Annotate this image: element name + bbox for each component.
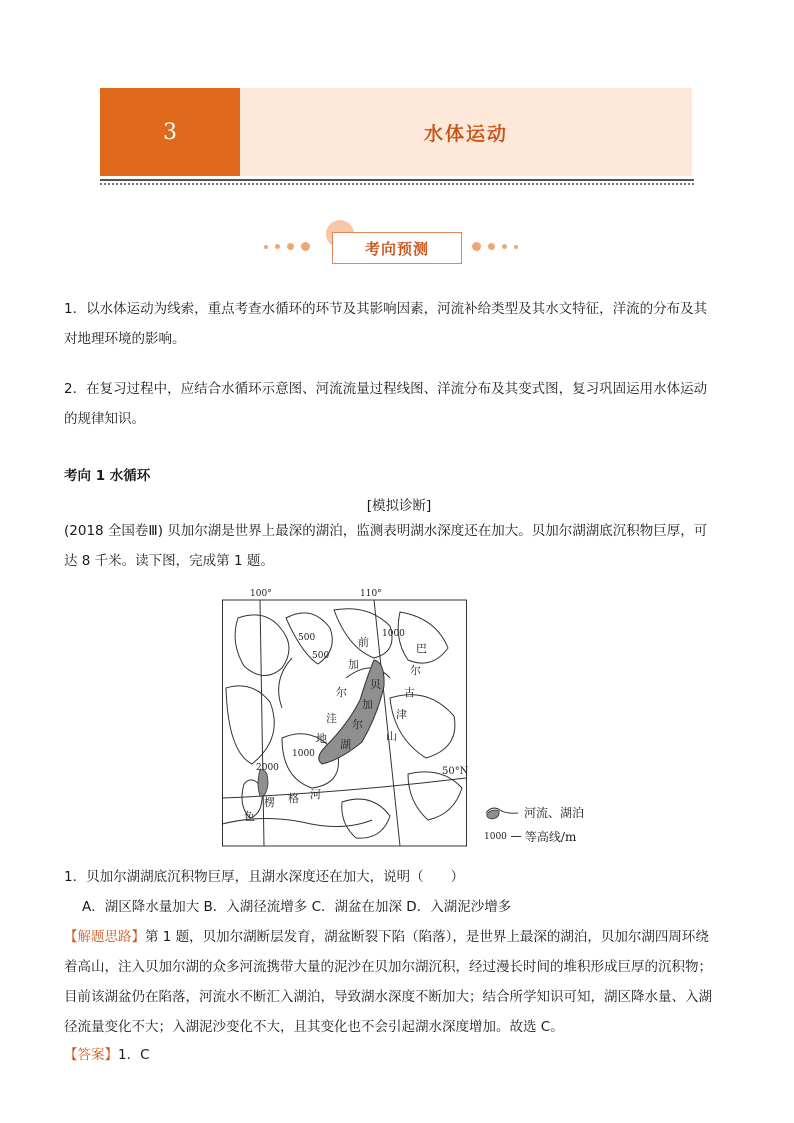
lat-label: 50°N xyxy=(442,766,469,777)
map-label: 格 xyxy=(288,792,299,805)
text-line: 目前该湖盆仍在陷落，河流水不断汇入湖泊，导致湖水深度不断加大；结合所学知识可知，湖区降水量、入湖 xyxy=(64,989,712,1005)
question-context xyxy=(64,516,734,576)
map-label: 贝 xyxy=(370,678,381,691)
text-line: 着高山，注入贝加尔湖的众多河流携带大量的泥沙在贝加尔湖沉积，经过漫长时间的堆积形成巨厚的沉积物； xyxy=(64,959,712,975)
contour-label: 500 xyxy=(298,633,316,643)
text-line xyxy=(64,922,734,952)
text-line: 径流量变化不大；入湖泥沙变化不大，且其变化也不会引起湖水深度增加。故选 C。 xyxy=(64,1019,564,1035)
text-line: (2018 全国卷Ⅲ) 贝加尔湖是世界上最深的湖泊，监测表明湖水深度还在加大。贝加尔湖湖底沉积物巨厚，可 xyxy=(64,523,708,539)
text-line: 的规律知识。 xyxy=(64,411,145,427)
map-label: 巴 xyxy=(416,642,427,655)
contour-label: 1000 xyxy=(382,629,405,639)
map-label: 尔 xyxy=(352,718,363,731)
map-label: 加 xyxy=(362,698,373,711)
chapter-title: 水体运动 xyxy=(423,122,508,145)
question-options: A．湖区降水量加大 B．入湖径流增多 C．湖盆在加深 D．入湖泥沙增多 xyxy=(82,899,512,915)
contour-label: 1000 xyxy=(292,749,315,759)
map-label: 洼 xyxy=(326,712,337,725)
analysis-block xyxy=(64,922,734,1042)
answer-tag: 【答案】 xyxy=(64,1047,118,1063)
answer-text: 1．C xyxy=(118,1047,150,1063)
decor-dots-right xyxy=(472,242,518,251)
contour-line-icon xyxy=(511,836,521,837)
banner-dotted-divider xyxy=(100,183,694,185)
contour xyxy=(390,695,455,758)
map-label: 津 xyxy=(396,708,407,721)
map-label: 尔 xyxy=(410,664,421,677)
map-label: 地 xyxy=(316,732,327,745)
text-line: 1．以水体运动为线索，重点考查水循环的环节及其影响因素，河流补给类型及其水文特征，洋流的分布及其 xyxy=(64,301,708,317)
topic-subheading: [模拟诊断] xyxy=(366,498,432,514)
map-label: 湖 xyxy=(340,738,351,751)
meridian-100 xyxy=(260,600,264,846)
map-label: 河 xyxy=(310,788,321,801)
contour xyxy=(342,799,390,838)
analysis-tag: 【解题思路】 xyxy=(64,929,145,945)
topic-heading: 考向 1 水循环 xyxy=(64,468,151,484)
section-title: 考向预测 xyxy=(332,232,462,264)
map-label: 山 xyxy=(386,730,397,743)
contour xyxy=(398,612,448,663)
question-stem: 1．贝加尔湖湖底沉积物巨厚，且湖水深度还在加大，说明（ ） xyxy=(64,869,465,885)
chapter-banner xyxy=(100,88,692,176)
map-label: 楞 xyxy=(264,796,275,809)
legend-lake-label: 河流、湖泊 xyxy=(524,806,585,820)
section-header xyxy=(250,218,550,274)
map-legend xyxy=(484,804,624,848)
lon-label-110: 110° xyxy=(360,589,382,599)
text-line: 对地理环境的影响。 xyxy=(64,331,186,347)
legend-contour-label: 等高线/m xyxy=(524,830,577,844)
map-label: 色 xyxy=(244,810,255,823)
map-label: 尔 xyxy=(336,686,347,699)
legend-contour-sample: 1000 xyxy=(484,831,507,842)
chapter-number: 3 xyxy=(100,88,240,176)
contour-label: 2000 xyxy=(256,763,279,773)
contour xyxy=(235,615,289,676)
map-frame xyxy=(223,600,467,846)
legend-contour-row xyxy=(484,828,576,845)
banner-divider xyxy=(100,179,694,181)
baikal-map xyxy=(222,588,470,850)
text-line: 2．在复习过程中，应结合水循环示意图、河流流量过程线图、洋流分布及其变式图，复习巩固运用水体运动 xyxy=(64,381,708,397)
intro-paragraph-1 xyxy=(64,294,734,354)
contour xyxy=(226,686,274,764)
map-label: 前 xyxy=(358,636,369,649)
legend-lake-row xyxy=(484,804,584,821)
contour-label: 500 xyxy=(312,651,330,661)
map-label: 古 xyxy=(404,686,415,699)
lake-small xyxy=(258,770,268,796)
text-line: 达 8 千米。读下图，完成第 1 题。 xyxy=(64,553,274,569)
decor-dots-left xyxy=(264,242,310,251)
river xyxy=(279,658,292,708)
analysis-text: 第 1 题，贝加尔湖断层发育，湖盆断裂下陷（陷落），是世界上最深的湖泊，贝加尔湖四周环绕 xyxy=(145,929,709,945)
lon-label-100: 100° xyxy=(250,589,272,599)
answer-line xyxy=(64,1040,734,1070)
intro-paragraph-2 xyxy=(64,374,734,434)
lake-swatch-icon xyxy=(484,805,520,821)
map-label: 加 xyxy=(348,658,359,671)
